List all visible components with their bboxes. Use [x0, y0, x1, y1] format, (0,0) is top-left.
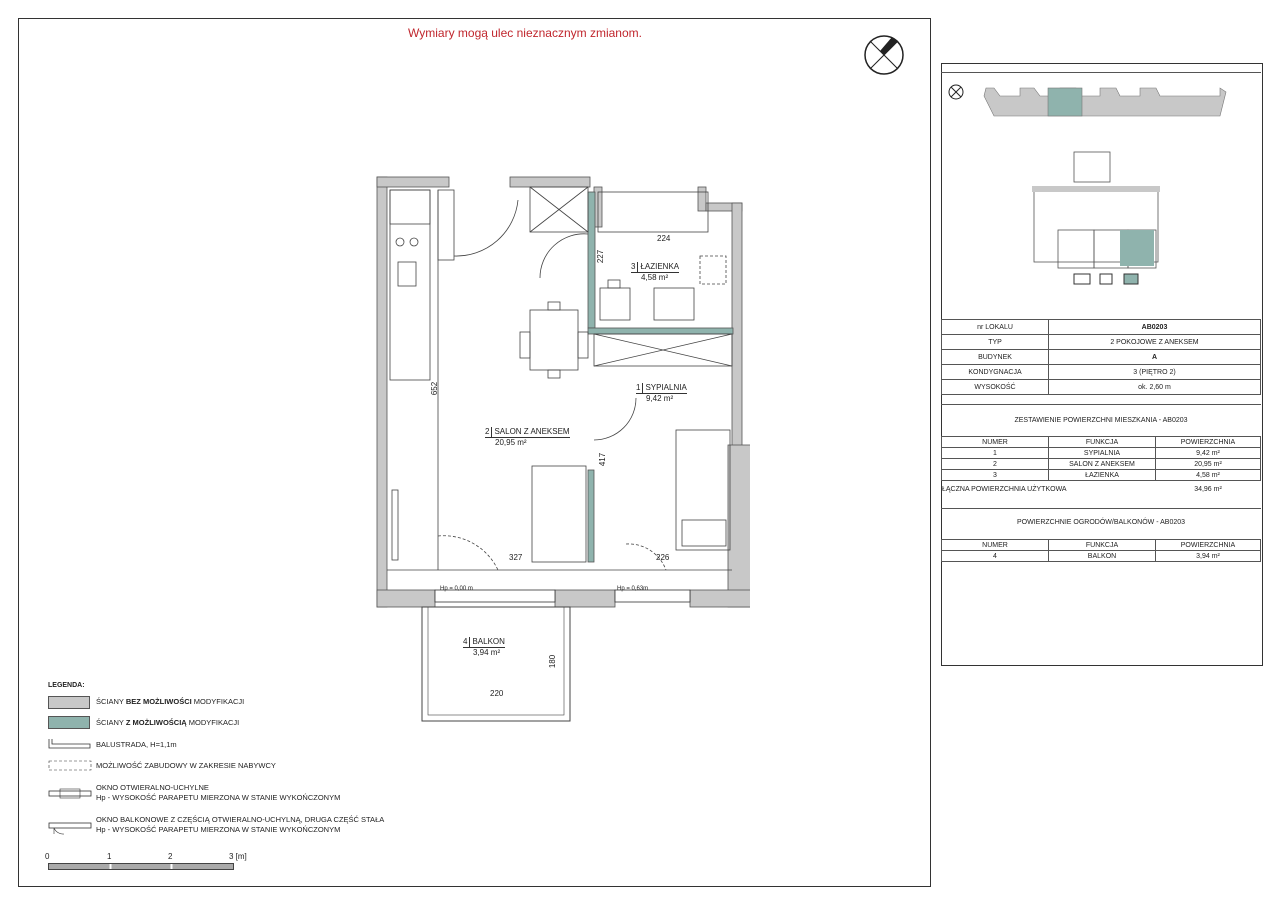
room-label-sypialnia: 1 SYPIALNIA 9,42 m²: [636, 383, 687, 403]
legend-title: LEGENDA:: [48, 682, 85, 689]
summary-title: ZESTAWIENIE POWIERZCHNI MIESZKANIA - AB0203: [1014, 417, 1188, 424]
outdoor-title: POWIERZCHNIE OGRODÓW/BALKONÓW - AB0203: [1016, 519, 1186, 526]
legend-built-in: MOŻLIWOŚĆ ZABUDOWY W ZAKRESIE NABYWCY: [96, 761, 276, 770]
table-cell: 4: [942, 551, 1049, 562]
total-area-value: 34,96 m²: [1194, 486, 1222, 493]
legend-balustrade: BALUSTRADA, H=1,1m: [96, 740, 177, 749]
table-cell: TYP: [942, 335, 1049, 350]
table-cell: 4,58 m²: [1156, 470, 1261, 481]
room-label-balkon: 4 BALKON 3,94 m²: [463, 637, 505, 657]
table-cell: NUMER: [942, 437, 1049, 448]
table-cell: A: [1049, 350, 1261, 365]
outdoor-table: [941, 539, 1261, 562]
room-label-salon: 2 SALON Z ANEKSEM 20,95 m²: [485, 427, 570, 447]
floor-plan: [370, 170, 750, 730]
table-cell: 2: [942, 459, 1049, 470]
table-cell: SYPIALNIA: [1049, 448, 1156, 459]
table-cell: POWIERZCHNIA: [1156, 540, 1261, 551]
table-cell: WYSOKOŚĆ: [942, 380, 1049, 395]
dim-327: 327: [509, 553, 523, 562]
table-cell: 3 (PIĘTRO 2): [1049, 365, 1261, 380]
table-cell: 1: [942, 448, 1049, 459]
table-cell: AB0203: [1049, 320, 1261, 335]
built-in-dashed-icon: [48, 760, 92, 772]
legend-modifiable-walls: ŚCIANY Z MOŻLIWOŚCIĄ MODYFIKACJI: [96, 718, 240, 727]
legend-fixed-walls: ŚCIANY BEZ MOŻLIWOŚCI MODYFIKACJI: [96, 697, 245, 706]
table-cell: KONDYGNACJA: [942, 365, 1049, 380]
legend-swatch-fixed: [48, 696, 90, 709]
table-cell: nr LOKALU: [942, 320, 1049, 335]
window-icon: [48, 788, 92, 800]
dimension-notice: Wymiary mogą ulec nieznacznym zmianom.: [408, 26, 642, 40]
sill-height-2: Hp = 0,63m: [617, 586, 649, 592]
key-plan-north-icon: [949, 85, 963, 99]
total-area-label: ŁĄCZNA POWIERZCHNIA UŻYTKOWA: [942, 486, 1067, 493]
dim-220: 220: [490, 689, 504, 698]
info-table: [941, 319, 1261, 395]
table-cell: NUMER: [942, 540, 1049, 551]
table-cell: 3,94 m²: [1156, 551, 1261, 562]
table-cell: FUNKCJA: [1049, 540, 1156, 551]
table-cell: ŁAZIENKA: [1049, 470, 1156, 481]
north-arrow-icon: [862, 33, 906, 77]
balcony-window-icon: [48, 820, 92, 836]
sill-height-1: Hp = 0,00 m: [440, 586, 473, 592]
table-cell: 9,42 m²: [1156, 448, 1261, 459]
legend-swatch-modifiable: [48, 716, 90, 729]
summary-table: [941, 436, 1261, 481]
scale-tick-0: 0: [45, 852, 50, 861]
legend-window: OKNO OTWIERALNO-UCHYLNE Hp - WYSOKOŚĆ PARAPETU MIERZONA W STANIE WYKOŃCZONYM: [96, 783, 341, 802]
balustrade-icon: [48, 738, 92, 750]
table-cell: POWIERZCHNIA: [1156, 437, 1261, 448]
table-cell: 3: [942, 470, 1049, 481]
dim-180: 180: [548, 654, 558, 669]
scale-tick-3: 3 [m]: [229, 852, 247, 861]
legend-balcony-window: OKNO BALKONOWE Z CZĘŚCIĄ OTWIERALNO-UCHYLNĄ, DRUGA CZĘŚĆ STAŁA Hp - WYSOKOŚĆ PARAPETU MIERZONA W STANIE WYKOŃCZONYM: [96, 815, 385, 834]
dim-227: 227: [596, 249, 606, 264]
modifiable-walls: [588, 192, 733, 562]
dim-652: 652: [430, 381, 440, 396]
scale-tick-1: 1: [107, 852, 112, 861]
table-cell: 2 POKOJOWE Z ANEKSEM: [1049, 335, 1261, 350]
table-cell: BALKON: [1049, 551, 1156, 562]
scale-tick-2: 2: [168, 852, 173, 861]
table-cell: ok. 2,60 m: [1049, 380, 1261, 395]
table-cell: SALON Z ANEKSEM: [1049, 459, 1156, 470]
scale-bar: [48, 863, 234, 870]
table-cell: 20,95 m²: [1156, 459, 1261, 470]
table-cell: BUDYNEK: [942, 350, 1049, 365]
dim-226: 226: [656, 553, 670, 562]
room-label-lazienka: 3 ŁAZIENKA 4,58 m²: [631, 262, 680, 282]
dim-417: 417: [598, 452, 608, 467]
table-cell: FUNKCJA: [1049, 437, 1156, 448]
dim-224: 224: [657, 234, 671, 243]
key-plan: [944, 78, 1260, 312]
